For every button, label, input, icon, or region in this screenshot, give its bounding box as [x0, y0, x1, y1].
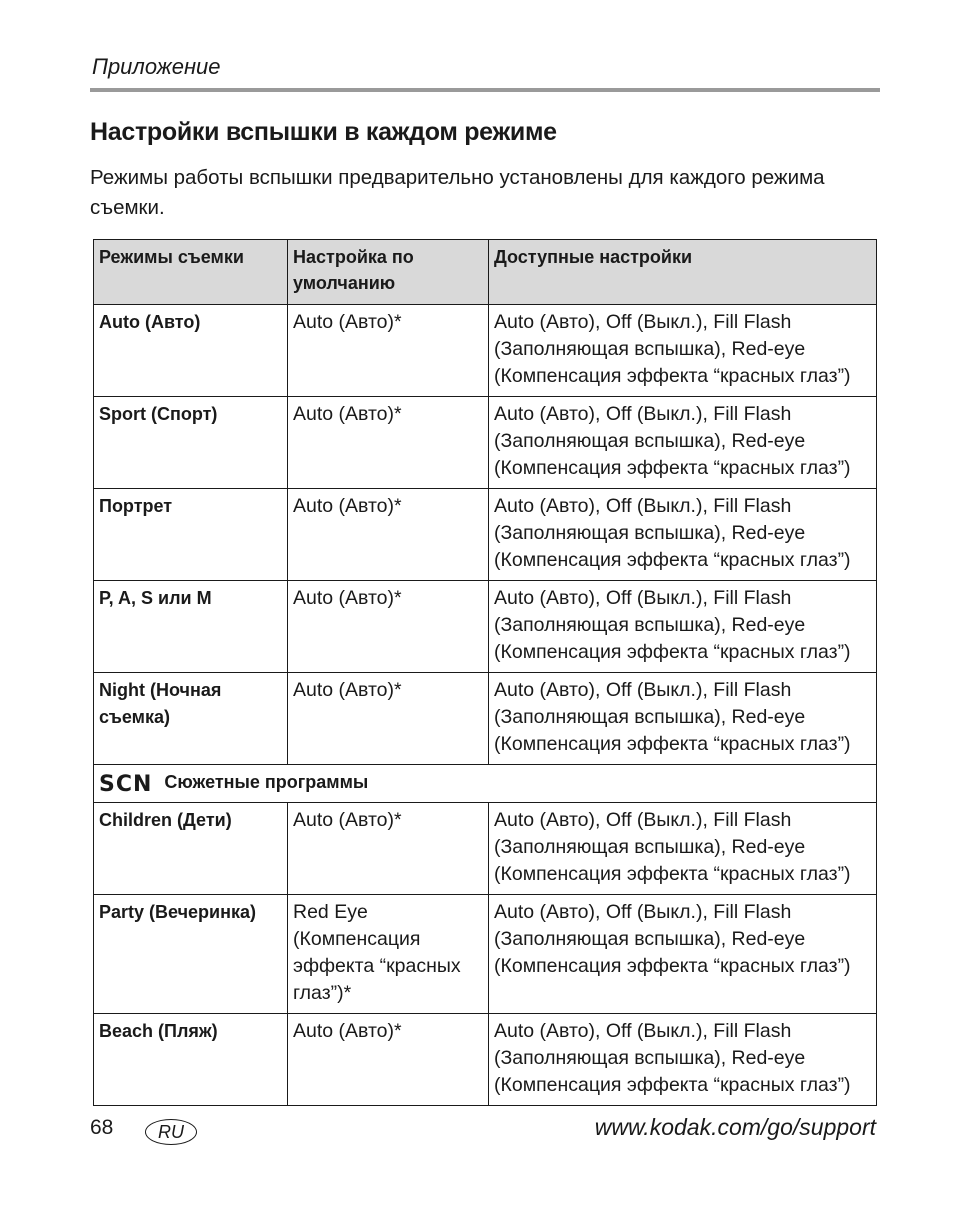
available-cell: Auto (Авто), Off (Выкл.), Fill Flash (Заполняющая вспышка), Red-eye (Компенсация эффекта “красных глаз”) [489, 581, 877, 673]
available-cell: Auto (Авто), Off (Выкл.), Fill Flash (Заполняющая вспышка), Red-eye (Компенсация эффекта “красных глаз”) [489, 397, 877, 489]
table-row [94, 397, 877, 489]
default-cell: Auto (Авто)* [288, 1014, 489, 1106]
default-cell: Auto (Авто)* [288, 489, 489, 581]
mode-cell: Портрет [94, 489, 288, 581]
scene-section-label: Сюжетные программы [164, 772, 369, 792]
table-row [94, 305, 877, 397]
header-rule [90, 88, 880, 92]
header-cell-mode: Режимы съемки [94, 240, 288, 305]
table-row [94, 895, 877, 1014]
available-cell: Auto (Авто), Off (Выкл.), Fill Flash (Заполняющая вспышка), Red-eye (Компенсация эффекта “красных глаз”) [489, 673, 877, 765]
support-link[interactable]: www.kodak.com/go/support [594, 1114, 876, 1140]
intro-paragraph: Режимы работы вспышки предварительно установлены для каждого режима съемки. [90, 166, 825, 219]
table-row [94, 803, 877, 895]
page-number: 68 [90, 1116, 114, 1139]
mode-cell: Night (Ночная съемка) [94, 673, 288, 765]
available-cell: Auto (Авто), Off (Выкл.), Fill Flash (Заполняющая вспышка), Red-eye (Компенсация эффекта “красных глаз”) [489, 305, 877, 397]
default-cell: Red Eye (Компенсация эффекта “красных глаз”)* [288, 895, 489, 1014]
flash-settings-table [93, 239, 877, 1106]
table-row [94, 581, 877, 673]
default-cell: Auto (Авто)* [288, 581, 489, 673]
scn-icon: SCN [99, 772, 153, 797]
default-cell: Auto (Авто)* [288, 673, 489, 765]
default-cell: Auto (Авто)* [288, 803, 489, 895]
table-header-row [94, 240, 877, 305]
available-cell: Auto (Авто), Off (Выкл.), Fill Flash (Заполняющая вспышка), Red-eye (Компенсация эффекта “красных глаз”) [489, 803, 877, 895]
available-cell: Auto (Авто), Off (Выкл.), Fill Flash (Заполняющая вспышка), Red-eye (Компенсация эффекта “красных глаз”) [489, 1014, 877, 1106]
scene-section-row [94, 765, 877, 803]
mode-cell: Auto (Авто) [94, 305, 288, 397]
default-cell: Auto (Авто)* [288, 305, 489, 397]
header-cell-default: Настройка по умолчанию [288, 240, 489, 305]
mode-cell: Party (Вечеринка) [94, 895, 288, 1014]
table-row [94, 489, 877, 581]
section-label: Приложение [92, 54, 221, 79]
mode-cell: P, A, S или M [94, 581, 288, 673]
default-cell: Auto (Авто)* [288, 397, 489, 489]
mode-cell: Beach (Пляж) [94, 1014, 288, 1106]
table-row [94, 1014, 877, 1106]
mode-cell: Sport (Спорт) [94, 397, 288, 489]
header-cell-available: Доступные настройки [489, 240, 877, 305]
mode-cell: Children (Дети) [94, 803, 288, 895]
available-cell: Auto (Авто), Off (Выкл.), Fill Flash (Заполняющая вспышка), Red-eye (Компенсация эффекта “красных глаз”) [489, 489, 877, 581]
available-cell: Auto (Авто), Off (Выкл.), Fill Flash (Заполняющая вспышка), Red-eye (Компенсация эффекта “красных глаз”) [489, 895, 877, 1014]
language-badge: RU [145, 1119, 197, 1145]
page-title: Настройки вспышки в каждом режиме [90, 118, 557, 146]
table-row [94, 673, 877, 765]
scene-section-cell [94, 765, 877, 803]
